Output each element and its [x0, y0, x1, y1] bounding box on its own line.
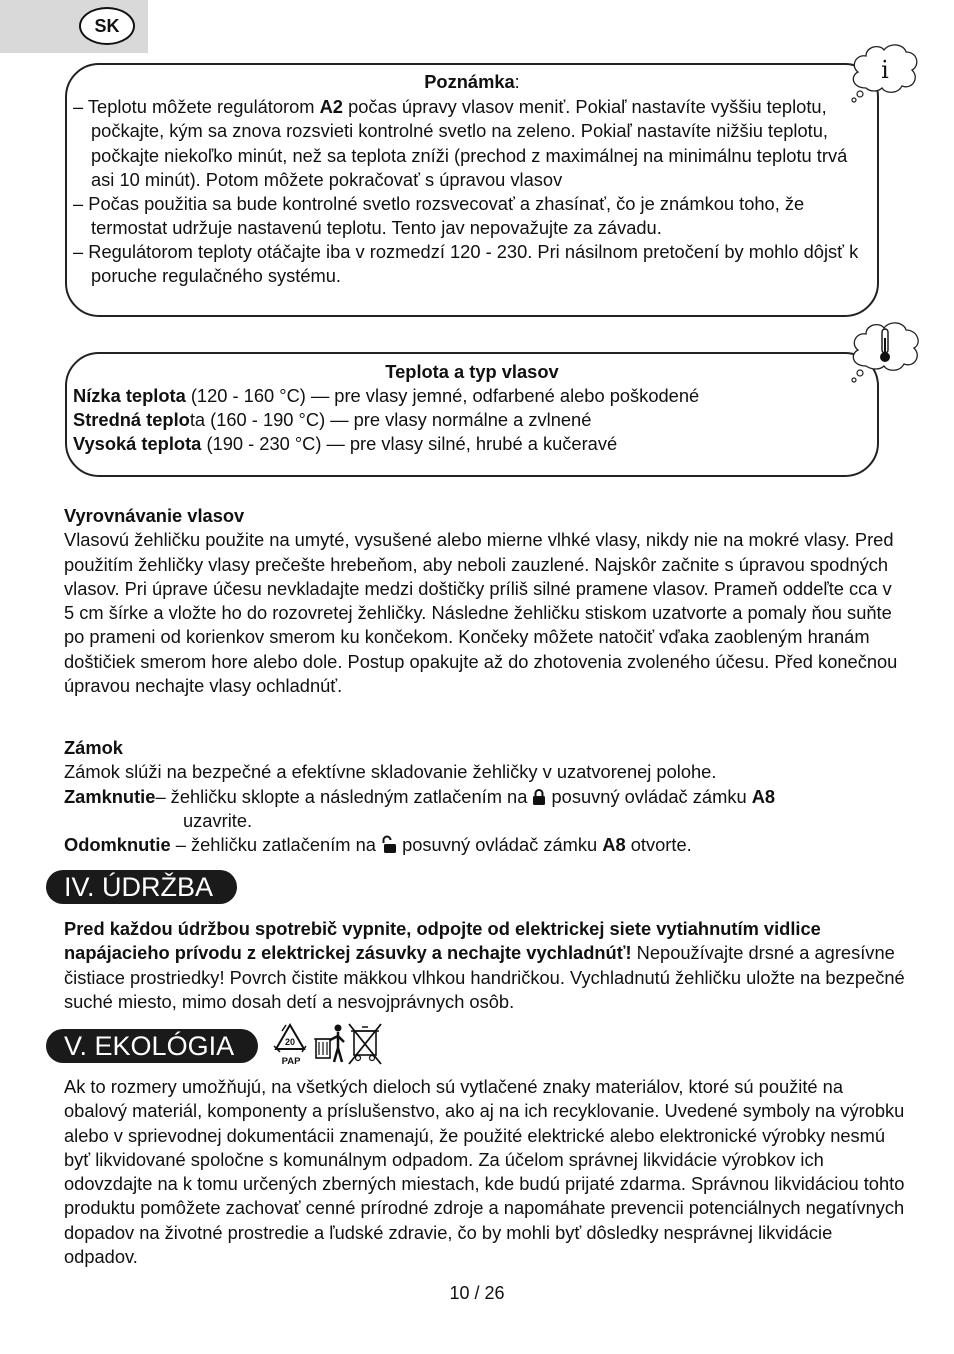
straightening-section — [64, 504, 914, 698]
temperature-box — [65, 352, 879, 477]
lock-instruction-end: uzavrite. — [183, 809, 253, 831]
ecology-section — [64, 1075, 914, 1269]
lock-heading: Zámok — [64, 737, 123, 758]
language-badge: SK — [79, 7, 135, 45]
crossed-bin-icon — [349, 1024, 381, 1064]
page-number: 10 / 26 — [449, 1283, 505, 1303]
maintenance-text: Pred každou údržbou spotrebič vypnite, odpojte od elektrickej siete vytiahnutím vidlice napájacieho prívodu z elektrickej zásuvky a nechajte vychladnúť! Nepoužívajte drsné a agresívne čistiace prostriedky! Povrch čistite mäkkou vlhkou handričkou. Vychladnutú žehličku uložte na bezpečné suché miesto, mimo dosah detí a nesvojprávnych osôb. — [64, 918, 905, 1012]
padlock-open-icon — [381, 835, 397, 854]
ecology-title: V. EKOLÓGIA — [46, 1029, 258, 1063]
ecology-icons — [272, 1022, 384, 1068]
note-box — [65, 63, 879, 317]
lock-section — [64, 736, 914, 857]
thermometer-bubble-icon — [846, 316, 924, 386]
svg-text:i: i — [881, 56, 889, 84]
svg-text:20: 20 — [284, 1037, 296, 1047]
note-item: – Teplotu môžete regulátorom A2 počas úpravy vlasov meniť. Pokiaľ nastavíte vyššiu teplotu, počkajte, kým sa znova rozsvieti kontrolné svetlo na zeleno. Pokiaľ nastavíte nižšiu teplotu, počkajte niekoľko minút, než sa teplota zníži (prechod z maximálnej na minimálnu teplotu trvá asi 10 minút). Potom môžete pokračovať s úpravou vlasov — [73, 96, 848, 190]
temperature-mid: Stredná teplota (160 - 190 °C) — pre vlasy normálne a zvlnené — [73, 409, 592, 430]
note-item: – Počas použitia sa bude kontrolné svetlo rozsvecovať a zhasínať, čo je známkou toho, že termostat udržuje nastavenú teplotu. Tento jav nepovažujte za závadu. — [73, 193, 805, 239]
temperature-title: Teplota a typ vlasov — [385, 361, 559, 382]
straightening-body: Vlasovú žehličku použite na umyté, vysušené alebo mierne vlhké vlasy, nikdy nie na mokré vlasy. Pred použitím žehličky vlasy prečešte hrebeňom, aby neboli zauzlené. Najskôr začnite s úpravou spodných vlasov. Pri úprave účesu nevkladajte medzi doštičky príliš silné pramene vlasov. Prameň oddeľte cca v 5 cm šírke a vložte ho do rozovretej žehličky. Následne žehličku stiskom uzatvorte a pomaly ňou suňte po prameni od korienkov smerom ku končekom. Končeky môžete natočiť vďaka zaobleným hranám doštičiek smerom hore alebo dole. Postup opakujte až do zhotovenia zvoleného účesu. Před konečnou úpravou nechajte vlasy ochladnúť. — [64, 529, 898, 697]
padlock-closed-icon — [532, 788, 546, 806]
temperature-high: Vysoká teplota (190 - 230 °C) — pre vlasy silné, hrubé a kučeravé — [73, 433, 618, 454]
info-bubble-icon — [846, 40, 922, 104]
unlock-instruction: Odomknutie – žehličku zatlačením na posuvný ovládač zámku A8 otvorte. — [64, 834, 692, 856]
language-tab — [0, 0, 148, 53]
maintenance-section — [64, 917, 914, 1014]
bin-disposal-icon — [314, 1025, 344, 1063]
note-item: – Regulátorom teploty otáčajte iba v rozmedzí 120 - 230. Pri násilnom pretočení by mohlo dôjsť k poruche regulačného systému. — [73, 241, 859, 287]
svg-text:PAP: PAP — [281, 1056, 301, 1067]
ecology-text: Ak to rozmery umožňujú, na všetkých dieloch sú vytlačené znaky materiálov, ktoré sú použité na obalový materiál, komponenty a príslušenstvo, ako aj na ich recyklovanie. Uvedené symboly na výrobku alebo v sprievodnej dokumentácii znamenajú, že použité elektrické alebo elektronické výrobky nesmú byť likvidované spoločne s komunálnym odpadom. Za účelom správnej likvidácie výrobkov ich odovzdajte na k tomu určených zberných miestach, kde budú prijaté zdarma. Správnou likvidáciou tohto produktu pomôžete zachovať cenné prírodné zdroje a napomáhate prevencii potenciálnych negatívnych dopadov na životné prostredie a ľudské zdravie, čo by mohli byť dôsledky nesprávnej likvidácie odpadov. — [64, 1076, 905, 1268]
temperature-low: Nízka teplota (120 - 160 °C) — pre vlasy jemné, odfarbené alebo poškodené — [73, 385, 700, 406]
straightening-heading: Vyrovnávanie vlasov — [64, 505, 245, 526]
lock-intro: Zámok slúži na bezpečné a efektívne skladovanie žehličky v uzatvorenej polohe. — [64, 761, 717, 783]
recycling-icon — [274, 1025, 306, 1067]
note-title: Poznámka: — [424, 71, 520, 92]
lock-instruction: Zamknutie– žehličku sklopte a následným zatlačením na posuvný ovládač zámku A8 — [64, 785, 776, 807]
maintenance-title: IV. ÚDRŽBA — [46, 870, 237, 904]
